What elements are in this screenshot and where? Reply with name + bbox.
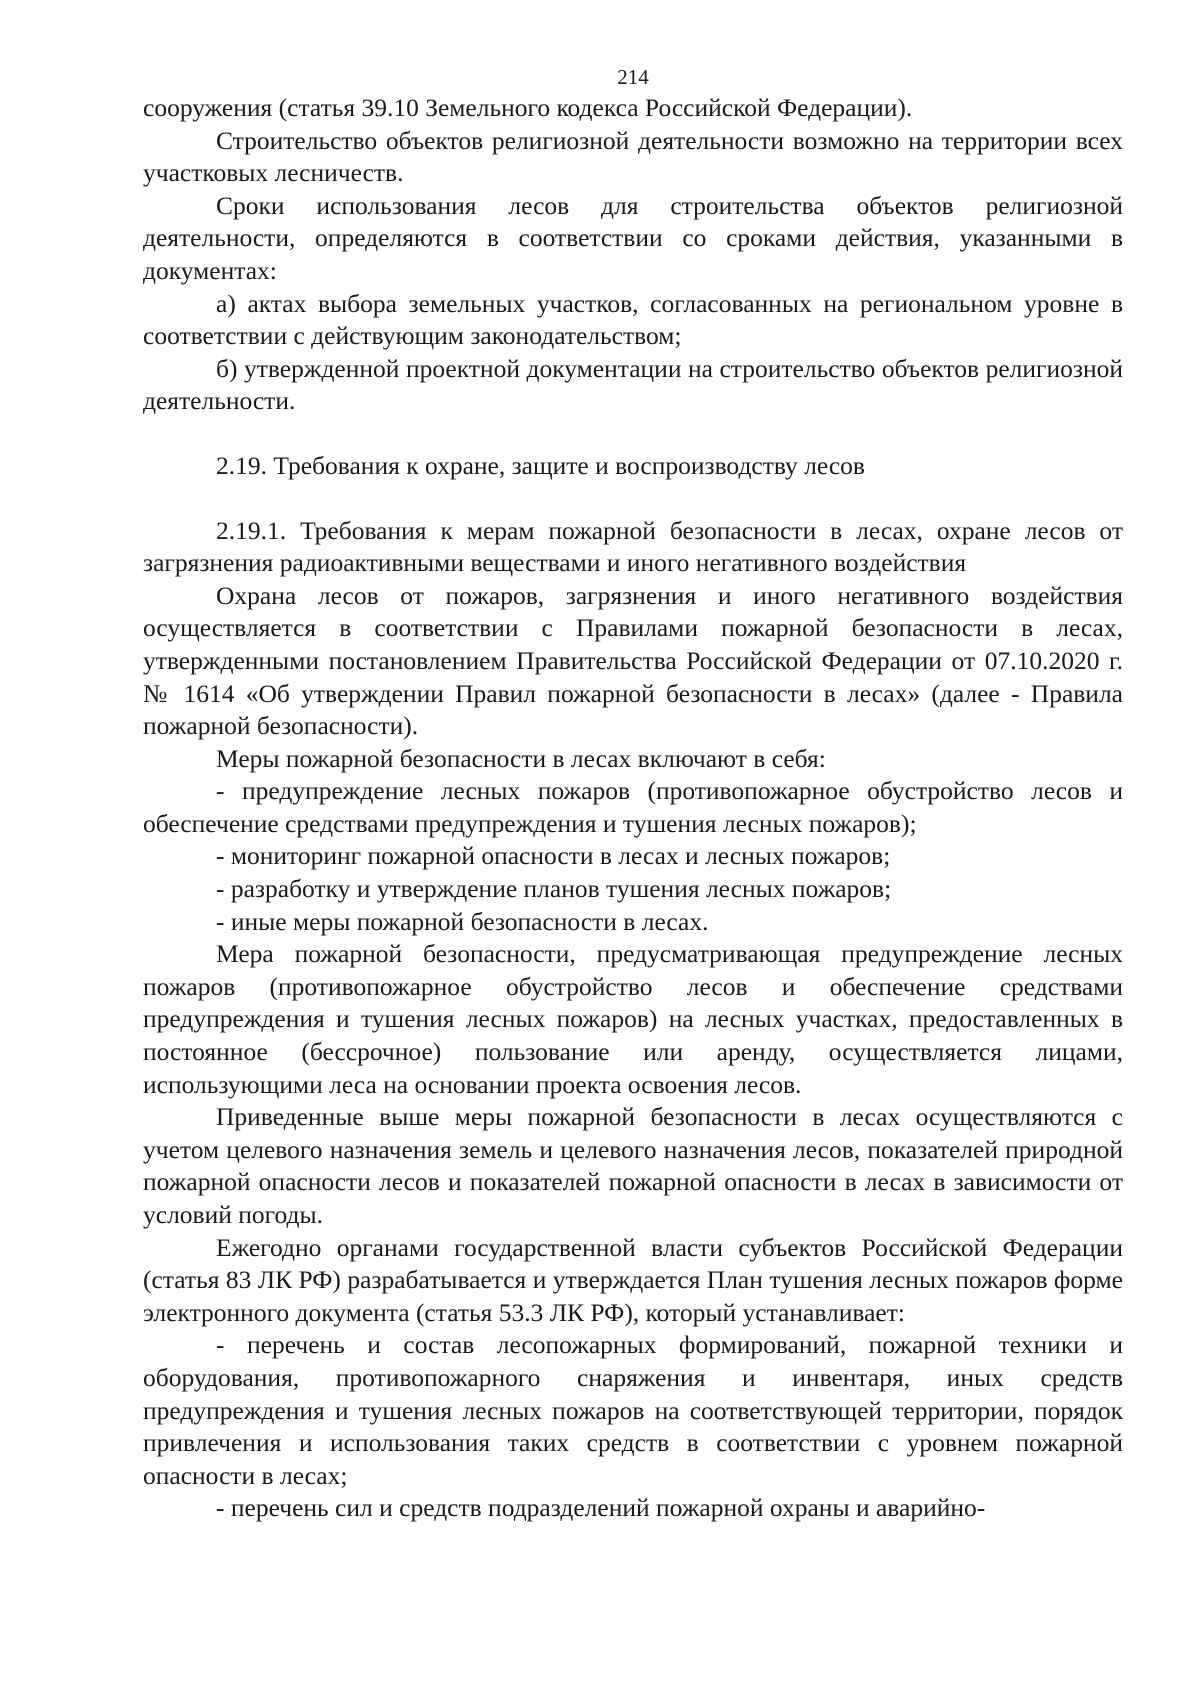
list-item: - иные меры пожарной безопасности в лесах. xyxy=(216,906,709,936)
list-item: - предупреждение лесных пожаров (противопожарное обустройство лесов и обеспечение средствами предупреждения и тушения лесных пожаров); xyxy=(143,776,1123,838)
paragraph: б) утвержденной проектной документации на строительство объектов религиозной деятельности. xyxy=(143,353,1123,416)
section-heading: 2.19. Требования к охране, защите и воспроизводству лесов xyxy=(216,450,865,480)
list-item: - перечень сил и средств подразделений пожарной охраны и аварийно- xyxy=(216,1493,986,1523)
paragraph-continuation: сооружения (статья 39.10 Земельного кодекса Российской Федерации). xyxy=(143,93,913,122)
spacer xyxy=(143,418,1123,450)
paragraph: Строительство объектов религиозной деятельности возможно на территории всех участковых лесничеств. xyxy=(143,125,1123,188)
paragraph: Сроки использования лесов для строительства объектов религиозной деятельности, определяются в соответствии со сроками действия, указанными в документах: xyxy=(143,190,1123,285)
subsection-heading: 2.19.1. Требования к мерам пожарной безопасности в лесах, охране лесов от загрязнения радиоактивными веществами и иного негативного воздействия xyxy=(143,515,1123,578)
document-page xyxy=(143,62,1123,1525)
paragraph: Меры пожарной безопасности в лесах включают в себя: xyxy=(216,743,826,773)
list-item: - перечень и состав лесопожарных формирований, пожарной техники и оборудования, противопожарного снаряжения и инвентаря, иных средств предупреждения и тушения лесных пожаров на соответствующей территории, порядок привлечения и использования таких средств в соответствии с уровнем пожарной опасности в лесах; xyxy=(143,1330,1123,1490)
page-number: 214 xyxy=(617,65,649,89)
paragraph: Мера пожарной безопасности, предусматривающая предупреждение лесных пожаров (противопожарное обустройство лесов и обеспечение средствами предупреждения и тушения лесных пожаров) на лесных участках, предоставленных в постоянное (бессрочное) пользование или аренду, осуществляется лицами, использующими леса на основании проекта освоения лесов. xyxy=(143,939,1123,1099)
paragraph: а) актах выбора земельных участков, согласованных на региональном уровне в соответствии с действующим законодательством; xyxy=(143,288,1123,351)
list-item: - мониторинг пожарной опасности в лесах и лесных пожаров; xyxy=(216,841,891,871)
paragraph: Ежегодно органами государственной власти субъектов Российской Федерации (статья 83 ЛК РФ) разрабатывается и утверждается План тушения лесных пожаров форме электронного документа (статья 53.3 ЛК РФ), который устанавливает: xyxy=(143,1232,1123,1327)
paragraph: Охрана лесов от пожаров, загрязнения и иного негативного воздействия осуществляется в соответствии с Правилами пожарной безопасности в лесах, утвержденными постановлением Правительства Российской Федерации от 07.10.2020 г. № 1614 «Об утверждении Правил пожарной безопасности в лесах» (далее - Правила пожарной безопасности). xyxy=(143,580,1123,741)
spacer xyxy=(143,483,1123,515)
paragraph: Приведенные выше меры пожарной безопасности в лесах осуществляются с учетом целевого назначения земель и целевого назначения лесов, показателей природной пожарной опасности лесов и показателей пожарной опасности в лесах в зависимости от условий погоды. xyxy=(143,1102,1123,1229)
list-item: - разработку и утверждение планов тушения лесных пожаров; xyxy=(216,874,892,904)
